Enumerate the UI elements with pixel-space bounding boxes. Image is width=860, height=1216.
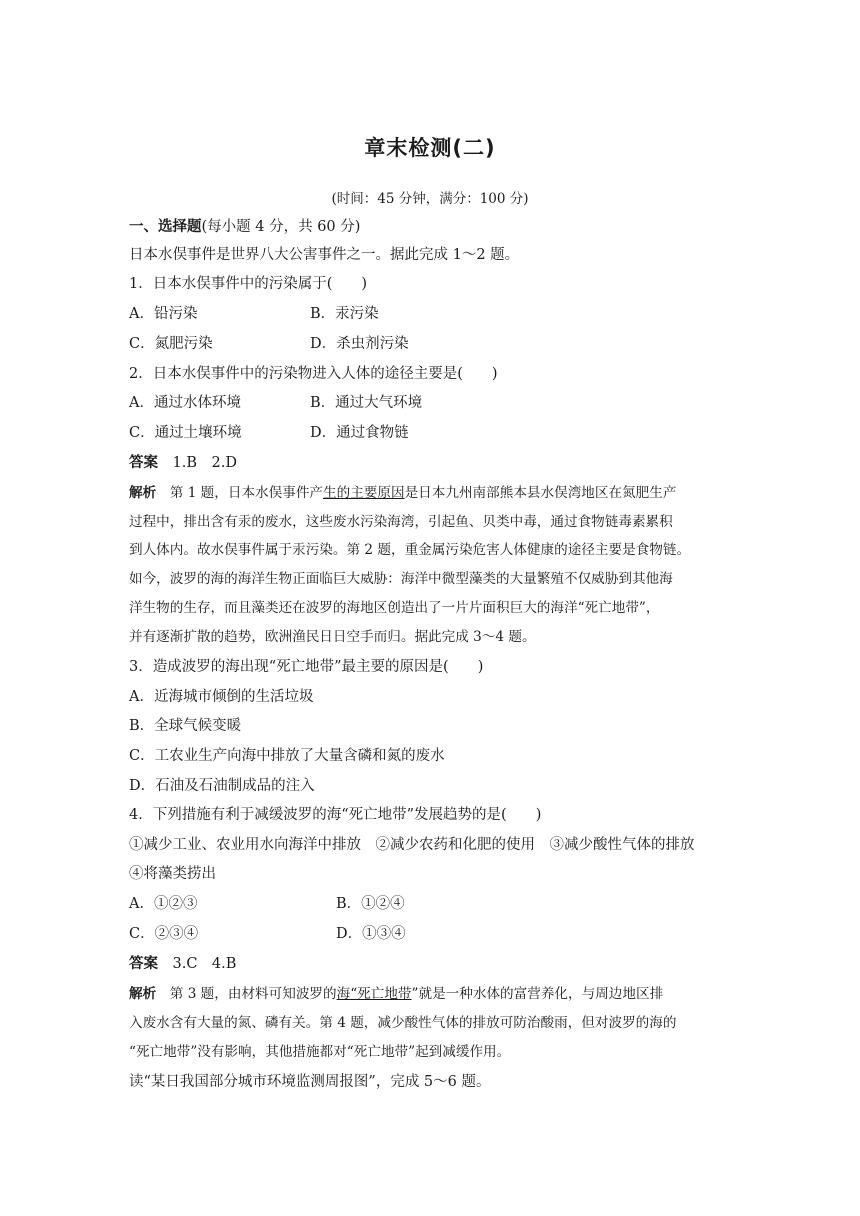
- option-a: A．通过水体环境: [129, 395, 241, 411]
- intro-text: 日本水俣事件是世界八大公害事件之一。据此完成 1～2 题。: [129, 247, 520, 263]
- answer-label: 答案: [129, 455, 158, 471]
- option-c: C．工农业生产向海中排放了大量含磷和氮的废水: [129, 748, 445, 764]
- explanation-line: 解析 第 1 题，日本水俣事件产生的主要原因是日本九州南部熊本县水俣湾地区在氮肥生产: [129, 485, 677, 501]
- explanation-line: 入废水含有大量的氮、磷有关。第 4 题，减少酸性气体的排放可防治酸雨，但对波罗的海的: [129, 1015, 677, 1031]
- explanation-line: 洋生物的生存，而且藻类还在波罗的海地区创造出了一片片面积巨大的海洋“死亡地带”，: [129, 600, 660, 616]
- underlined-text: 海“死亡地带: [336, 986, 412, 1002]
- question-stem: 1．日本水俣事件中的污染属于( ): [129, 276, 368, 292]
- answer-line: [129, 453, 237, 473]
- option-d: D．①③④: [336, 926, 406, 942]
- explanation-line: 如今，波罗的海的海洋生物正面临巨大威胁：海洋中微型藻类的大量繁殖不仅威胁到其他海: [129, 571, 673, 587]
- section-heading: [129, 217, 360, 237]
- option-d: D．石油及石油制成品的注入: [129, 778, 315, 794]
- answer-text: 1.B 2.D: [172, 455, 237, 471]
- question-stem: 3．造成波罗的海出现“死亡地带”最主要的原因是( ): [129, 659, 484, 675]
- section-note: (每小题 4 分，共 60 分): [201, 219, 361, 235]
- section-title: 一、选择题: [129, 219, 202, 235]
- choice-items: ①减少工业、农业用水向海洋中排放 ②减少农药和化肥的使用 ③减少酸性气体的排放: [129, 837, 695, 853]
- option-b: B．①②④: [336, 896, 405, 912]
- explanation-line: 到人体内。故水俣事件属于汞污染。第 2 题，重金属污染危害人体健康的途径主要是食物链。: [129, 542, 691, 558]
- option-c: C．②③④: [129, 926, 199, 942]
- explanation-line: “死亡地带”没有影响，其他措施都对“死亡地带”起到减缓作用。: [129, 1044, 511, 1060]
- option-d: D．通过食物链: [310, 425, 409, 441]
- option-c: C．通过土壤环境: [129, 425, 242, 441]
- question-stem: 2．日本水俣事件中的污染物进入人体的途径主要是( ): [129, 366, 498, 382]
- explanation-line: 过程中，排出含有汞的废水，这些废水污染海湾，引起鱼、贝类中毒，通过食物链毒素累积: [129, 514, 673, 530]
- choice-items: ④将藻类捞出: [129, 866, 216, 882]
- explanation-label: 解析: [129, 986, 157, 1002]
- underlined-text: 生的主要原因: [323, 485, 405, 501]
- answer-text: 3.C 4.B: [172, 956, 237, 972]
- explanation-line: 并有逐渐扩散的趋势，欧洲渔民日日空手而归。据此完成 3～4 题。: [129, 629, 536, 645]
- page-title: 章末检测(二): [364, 136, 496, 160]
- option-a: A．铅污染: [129, 306, 198, 322]
- option-a: A．①②③: [129, 896, 198, 912]
- option-b: B．汞污染: [310, 306, 379, 322]
- answer-line: [129, 954, 236, 974]
- option-b: B．通过大气环境: [310, 395, 423, 411]
- question-stem: 4．下列措施有利于减缓波罗的海“死亡地带”发展趋势的是( ): [129, 807, 542, 823]
- explanation-line: 解析 第 3 题，由材料可知波罗的海“死亡地带”就是一种水体的富营养化，与周边地区排: [129, 986, 664, 1002]
- option-c: C．氮肥污染: [129, 336, 213, 352]
- intro-text: 读“某日我国部分城市环境监测周报图”，完成 5～6 题。: [129, 1074, 491, 1090]
- option-a: A．近海城市倾倒的生活垃圾: [129, 689, 314, 705]
- option-b: B．全球气候变暖: [129, 718, 242, 734]
- option-d: D．杀虫剂污染: [310, 336, 409, 352]
- exam-meta: (时间：45 分钟，满分：100 分): [331, 191, 529, 207]
- explanation-label: 解析: [129, 485, 157, 501]
- answer-label: 答案: [129, 956, 158, 972]
